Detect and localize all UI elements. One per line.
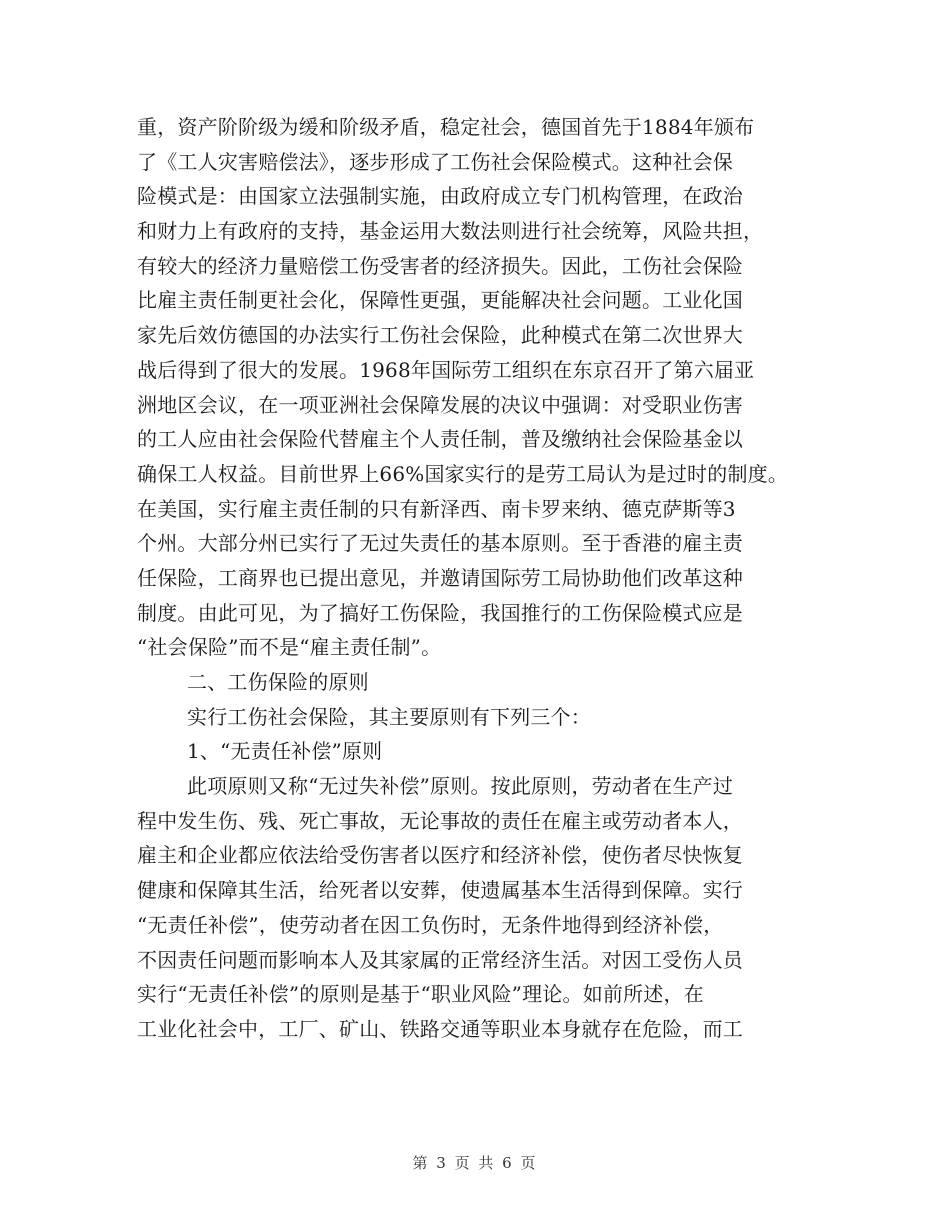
page-number-footer: 第 3 页 共 6 页 bbox=[412, 1154, 538, 1172]
paragraph-line: “社会保险”而不是“雇主责任制”。 bbox=[137, 635, 442, 660]
paragraph-line: 重，资产阶阶级为缓和阶级矛盾，稳定社会，德国首先于1884年颁布 bbox=[137, 115, 755, 139]
document-body bbox=[137, 110, 817, 1047]
paragraph-line: 此项原则又称“无过失补偿”原则。按此原则，劳动者在生产过 bbox=[187, 774, 734, 799]
paragraph-line: 制度。由此可见，为了搞好工伤保险，我国推行的工伤保险模式应是 bbox=[137, 600, 743, 625]
paragraph-line: 比雇主责任制更社会化，保障性更强，更能解决社会问题。工业化国 bbox=[137, 288, 743, 313]
paragraph-line: 的工人应由社会保险代替雇主个人责任制，普及缴纳社会保险基金以 bbox=[137, 427, 743, 452]
paragraph-line: 洲地区会议，在一项亚洲社会保障发展的决议中强调：对受职业伤害 bbox=[137, 392, 743, 417]
paragraph-line: 不因责任问题而影响本人及其家属的正常经济生活。对因工受伤人员 bbox=[137, 947, 743, 972]
section-intro: 实行工伤社会保险，其主要原则有下列三个： bbox=[187, 704, 591, 729]
paragraph-line: 程中发生伤、残、死亡事故，无论事故的责任在雇主或劳动者本人， bbox=[137, 808, 743, 833]
paragraph-line: 战后得到了很大的发展。1968年国际劳工组织在东京召开了第六届亚 bbox=[137, 357, 755, 382]
paragraph-line: 在美国，实行雇主责任制的只有新泽西、南卡罗来纳、德克萨斯等3 bbox=[137, 496, 736, 521]
paragraph-line: 确保工人权益。目前世界上66%国家实行的是劳工局认为是过时的制度。 bbox=[137, 461, 789, 486]
paragraph-line: 险模式是：由国家立法强制实施，由政府成立专门机构管理，在政治 bbox=[137, 184, 743, 209]
paragraph-line: 实行“无责任补偿”的原则是基于“职业风险”理论。如前所述，在 bbox=[137, 982, 704, 1007]
paragraph-line: 和财力上有政府的支持，基金运用大数法则进行社会统筹，风险共担， bbox=[137, 219, 764, 244]
section-heading: 二、工伤保险的原则 bbox=[187, 670, 369, 694]
paragraph-line: 了《工人灾害赔偿法》，逐步形成了工伤社会保险模式。这种社会保 bbox=[137, 149, 733, 174]
paragraph-line: 健康和保障其生活，给死者以安葬，使遗属基本生活得到保障。实行 bbox=[137, 878, 743, 903]
paragraph-line: “无责任补偿”，使劳动者在因工负伤时，无条件地得到经济补偿， bbox=[137, 912, 724, 937]
paragraph-line: 雇主和企业都应依法给受伤害者以医疗和经济补偿，使伤者尽快恢复 bbox=[137, 843, 743, 868]
subsection-heading: 1、“无责任补偿”原则 bbox=[187, 739, 383, 764]
paragraph-line: 家先后效仿德国的办法实行工伤社会保险，此种模式在第二次世界大 bbox=[137, 323, 743, 348]
paragraph-line: 工业化社会中，工厂、矿山、铁路交通等职业本身就存在危险，而工 bbox=[137, 1016, 743, 1041]
paragraph-line: 个州。大部分州已实行了无过失责任的基本原则。至于香港的雇主责 bbox=[137, 531, 743, 556]
paragraph-line: 有较大的经济力量赔偿工伤受害者的经济损失。因此，工伤社会保险 bbox=[137, 253, 743, 278]
paragraph-line: 任保险，工商界也已提出意见，并邀请国际劳工局协助他们改革这种 bbox=[137, 565, 743, 590]
